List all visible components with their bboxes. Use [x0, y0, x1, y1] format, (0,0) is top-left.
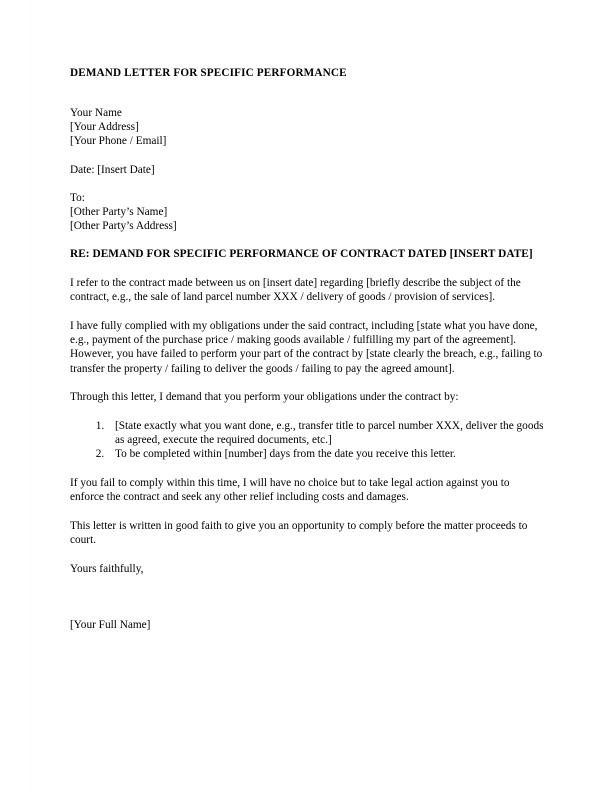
page-edge — [30, 0, 31, 792]
spacer-after-subject — [70, 262, 546, 276]
recipient-to-label: To: — [70, 191, 85, 204]
date-line — [70, 163, 546, 177]
signature-space — [70, 576, 546, 618]
spacer-p3 — [70, 405, 546, 419]
letter-body — [70, 66, 546, 632]
list-item: 2. To be completed within [number] days from the date you receive this letter. — [107, 447, 546, 461]
paragraph-demand-intro: Through this letter, I demand that you perform your obligations under the contract by: — [70, 391, 459, 404]
spacer-p2 — [70, 376, 546, 390]
paragraph-good-faith: This letter is written in good faith to give you an opportunity to comply before the matter proceeds to court. — [70, 519, 528, 547]
signature-name: [Your Full Name] — [70, 618, 151, 631]
paragraph-legal-action: If you fail to comply within this time, I will have no choice but to take legal action against you to enforce the contract and seek any other relief including costs and damages. — [70, 476, 510, 504]
recipient-name: [Other Party’s Name] — [70, 206, 168, 219]
spacer-after-list — [70, 462, 546, 476]
spacer-after-date — [70, 177, 546, 191]
demand-list — [70, 419, 546, 462]
sender-address-block — [70, 106, 546, 149]
spacer-p1 — [70, 305, 546, 319]
paragraph-compliance-breach: I have fully complied with my obligations under the said contract, including [state what you have done, e.g., payment of the purchase price / making goods available / fulfilling my part of the agreement]. However, you have failed to perform your part of the contract by [state clearly the breach, e.g., failing to transfer the property / failing to deliver the goods / failing to pay the agreed amount]. — [70, 319, 543, 375]
sender-address: [Your Address] — [70, 121, 139, 134]
spacer-p4 — [70, 505, 546, 519]
spacer-p5 — [70, 548, 546, 562]
sender-contact: [Your Phone / Email] — [70, 135, 167, 148]
spacer-after-recipient — [70, 233, 546, 247]
closing-salutation: Yours faithfully, — [70, 562, 144, 575]
list-item: 1. [State exactly what you want done, e.g., transfer title to parcel number XXX, deliver the goods as agreed, execute the required documents, etc.] — [107, 419, 546, 448]
subject-heading: RE: DEMAND FOR SPECIFIC PERFORMANCE OF CONTRACT DATED [INSERT DATE] — [70, 248, 533, 261]
recipient-address-block — [70, 191, 546, 234]
recipient-address: [Other Party’s Address] — [70, 220, 177, 233]
spacer-after-sender — [70, 149, 546, 163]
date-text: Date: [Insert Date] — [70, 163, 155, 176]
spacer-after-title — [70, 80, 546, 106]
document-title: DEMAND LETTER FOR SPECIFIC PERFORMANCE — [70, 67, 347, 79]
sender-name: Your Name — [70, 107, 122, 119]
paragraph-reference: I refer to the contract made between us on [insert date] regarding [briefly describe the subject of the contract, e.g., the sale of land parcel number XXX / delivery of goods / provision of services]. — [70, 276, 521, 304]
